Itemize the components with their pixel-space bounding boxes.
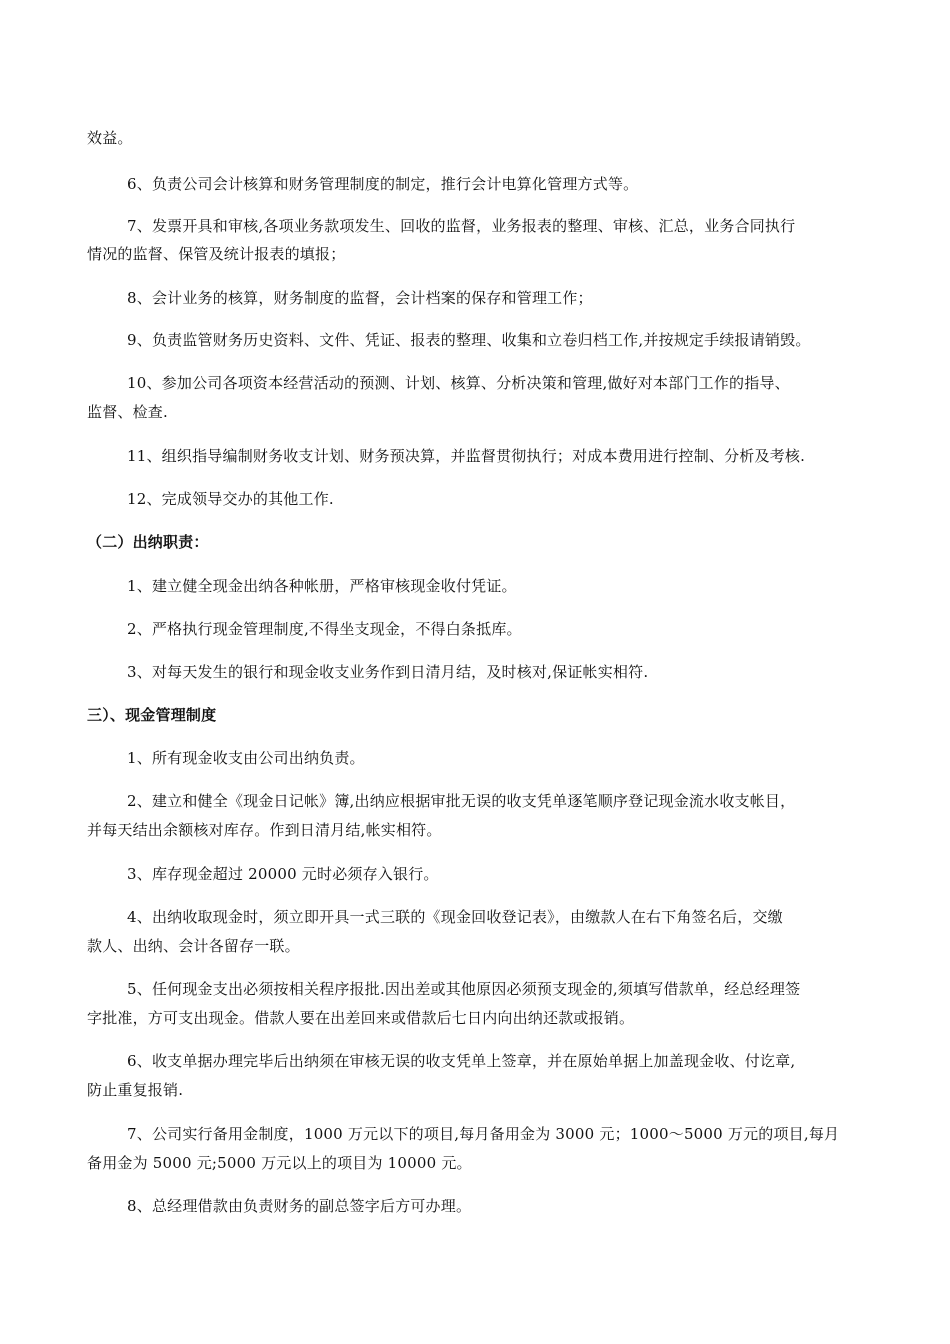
paragraph-line: 12、完成领导交办的其他工作. (127, 490, 334, 508)
paragraph-line: 4、出纳收取现金时，须立即开具一式三联的《现金回收登记表》，由缴款人在右下角签名后，交缴 (127, 908, 783, 926)
paragraph-line: 字批准，方可支出现金。借款人要在出差回来或借款后七日内向出纳还款或报销。 (87, 1009, 635, 1027)
paragraph-line: 7、发票开具和审核,各项业务款项发生、回收的监督，业务报表的整理、审核、汇总，业务合同执行 (127, 217, 796, 235)
paragraph-line: 款人、出纳、会计各留存一联。 (87, 937, 300, 955)
paragraph-line: 备用金为 5000 元;5000 万元以上的项目为 10000 元。 (87, 1154, 472, 1172)
paragraph-line: 7、公司实行备用金制度，1000 万元以下的项目,每月备用金为 3000 元；1000～5000 万元的项目,每月 (127, 1125, 840, 1143)
section-heading: （二）出纳职责： (87, 533, 209, 551)
paragraph-line: 9、负责监管财务历史资料、文件、凭证、报表的整理、收集和立卷归档工作,并按规定手续报请销毁。 (127, 331, 811, 349)
section-heading: 三）、现金管理制度 (87, 706, 217, 724)
paragraph-line: 防止重复报销. (87, 1081, 184, 1099)
paragraph-line: 11、组织指导编制财务收支计划、财务预决算，并监督贯彻执行；对成本费用进行控制、分析及考核. (127, 447, 806, 465)
paragraph-line: 3、对每天发生的银行和现金收支业务作到日清月结，及时核对,保证帐实相符. (127, 663, 649, 681)
paragraph-line: 监督、检查. (87, 403, 168, 421)
paragraph-line: 并每天结出余额核对库存。作到日清月结,帐实相符。 (87, 821, 442, 839)
paragraph-line: 6、负责公司会计核算和财务管理制度的制定，推行会计电算化管理方式等。 (127, 175, 639, 193)
paragraph-line: 1、所有现金收支由公司出纳负责。 (127, 749, 365, 767)
paragraph-line: 8、总经理借款由负责财务的副总签字后方可办理。 (127, 1197, 472, 1215)
paragraph-line: 3、库存现金超过 20000 元时必须存入银行。 (127, 865, 439, 883)
paragraph-line: 8、会计业务的核算，财务制度的监督，会计档案的保存和管理工作； (127, 289, 593, 307)
paragraph-line: 10、参加公司各项资本经营活动的预测、计划、核算、分析决策和管理,做好对本部门工作的指导、 (127, 374, 790, 392)
paragraph-line: 情况的监督、保管及统计报表的填报； (87, 245, 346, 263)
paragraph-line: 效益。 (87, 129, 133, 147)
paragraph-line: 2、严格执行现金管理制度,不得坐支现金，不得白条抵库。 (127, 620, 522, 638)
paragraph-line: 1、建立健全现金出纳各种帐册，严格审核现金收付凭证。 (127, 577, 517, 595)
paragraph-line: 6、收支单据办理完毕后出纳须在审核无误的收支凭单上签章，并在原始单据上加盖现金收、付讫章, (127, 1052, 796, 1070)
paragraph-line: 5、任何现金支出必须按相关程序报批.因出差或其他原因必须预支现金的,须填写借款单，经总经理签 (127, 980, 801, 998)
paragraph-line: 2、建立和健全《现金日记帐》簿,出纳应根据审批无误的收支凭单逐笔顺序登记现金流水收支帐目， (127, 792, 796, 810)
